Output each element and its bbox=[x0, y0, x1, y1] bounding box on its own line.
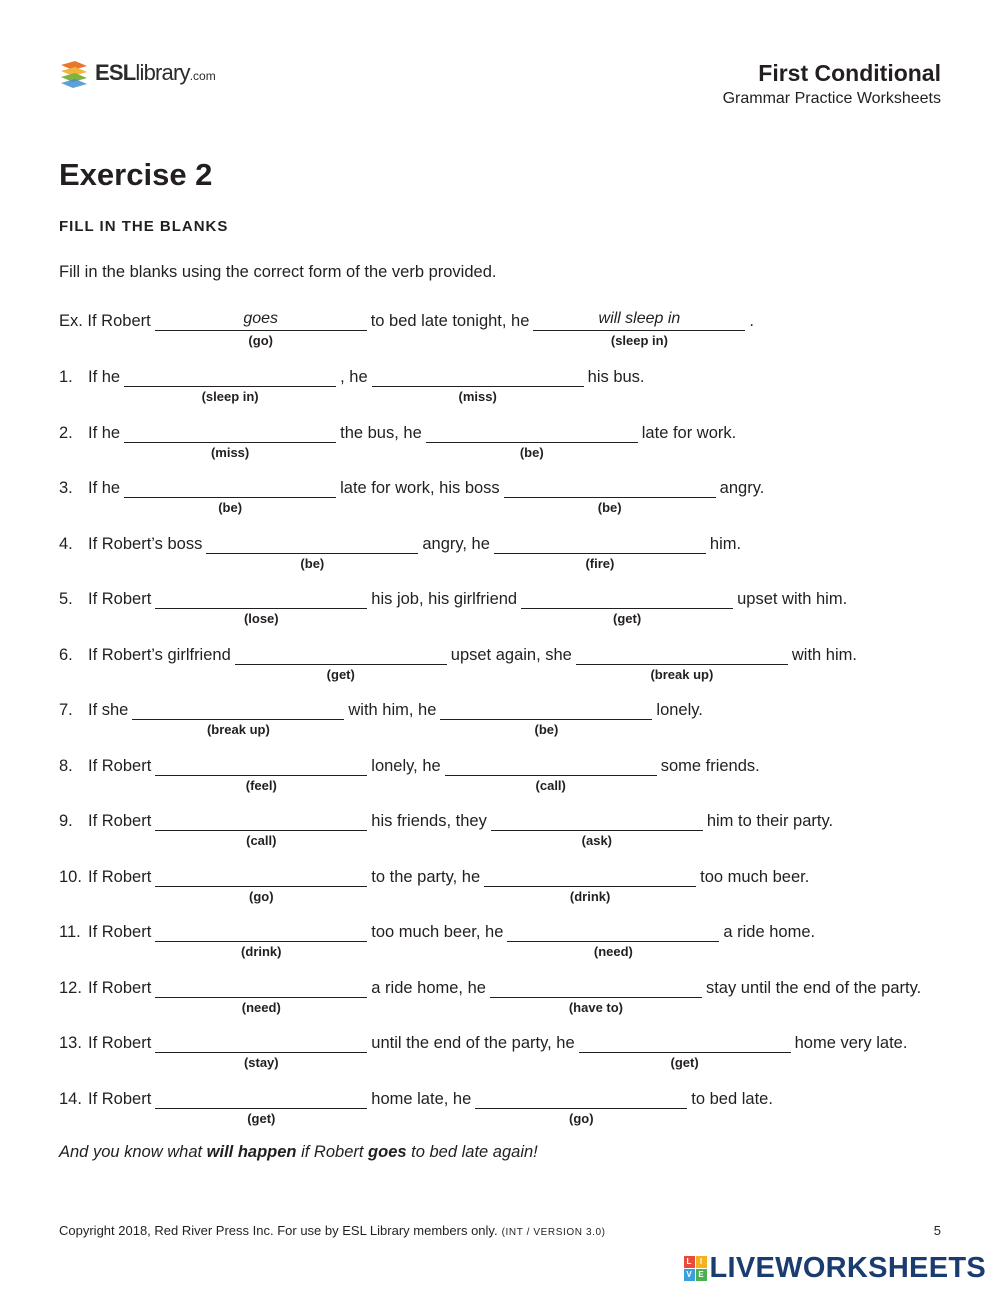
verb-hint-2: (be) bbox=[597, 500, 622, 515]
verb-hint-1: (miss) bbox=[210, 445, 250, 460]
answer-blank-1[interactable] bbox=[124, 477, 336, 515]
verb-hint-1: (get) bbox=[326, 667, 355, 682]
example-sentence bbox=[59, 310, 755, 348]
worksheet-header bbox=[723, 60, 941, 108]
answer-blank-2[interactable] bbox=[504, 477, 716, 515]
item-text-start: If he bbox=[88, 368, 121, 386]
answer-blank-2[interactable] bbox=[490, 977, 702, 1015]
example-hint-1: (go) bbox=[248, 333, 273, 348]
item-text-start: If Robert bbox=[88, 923, 152, 941]
item-number: 7. bbox=[59, 701, 73, 719]
item-number: 6. bbox=[59, 646, 73, 664]
exercise-item bbox=[59, 810, 834, 848]
item-text-middle: his friends, they bbox=[371, 812, 487, 830]
answer-blank-2[interactable] bbox=[475, 1088, 687, 1126]
item-number: 1. bbox=[59, 368, 73, 386]
exercise-item bbox=[59, 755, 760, 793]
example-answer-2: will sleep in bbox=[598, 310, 681, 327]
item-text-start: If she bbox=[88, 701, 129, 719]
example-middle: to bed late tonight, he bbox=[370, 312, 530, 330]
item-number: 3. bbox=[59, 479, 73, 497]
verb-hint-2: (get) bbox=[670, 1055, 699, 1070]
item-text-end: home very late. bbox=[794, 1034, 908, 1052]
exercise-item bbox=[59, 699, 703, 737]
version-label: (INT / VERSION 3.0) bbox=[501, 1227, 606, 1238]
verb-hint-1: (lose) bbox=[243, 611, 279, 626]
answer-blank-1[interactable] bbox=[155, 810, 367, 848]
verb-hint-2: (fire) bbox=[585, 556, 615, 571]
answer-blank-2[interactable] bbox=[445, 755, 657, 793]
exercise-instruction: Fill in the blanks using the correct form of the verb provided. bbox=[59, 263, 497, 281]
item-text-end: some friends. bbox=[660, 757, 760, 775]
verb-hint-2: (go) bbox=[568, 1111, 594, 1126]
liveworksheets-logo-icon bbox=[684, 1256, 707, 1281]
example-answer-1: goes bbox=[243, 310, 279, 327]
item-text-end: his bus. bbox=[587, 368, 645, 386]
verb-hint-2: (call) bbox=[535, 778, 566, 793]
verb-hint-1: (stay) bbox=[243, 1055, 279, 1070]
closing-sentence: And you know what will happen if Robert goes to bed late again! bbox=[59, 1143, 538, 1161]
item-text-middle: with him, he bbox=[348, 701, 437, 719]
verb-hint-2: (ask) bbox=[581, 833, 613, 848]
answer-blank-1[interactable] bbox=[155, 1032, 367, 1070]
verb-hint-2: (break up) bbox=[650, 667, 714, 682]
item-number: 4. bbox=[59, 535, 73, 553]
verb-hint-1: (be) bbox=[300, 556, 325, 571]
item-text-middle: , he bbox=[340, 368, 368, 386]
item-text-middle: his job, his girlfriend bbox=[371, 590, 518, 608]
verb-hint-1: (go) bbox=[249, 889, 274, 904]
exercise-item bbox=[59, 533, 742, 571]
item-text-end: lonely. bbox=[656, 701, 703, 719]
answer-blank-1[interactable] bbox=[124, 422, 336, 460]
exercise-title: Exercise 2 bbox=[59, 157, 213, 192]
answer-blank-1[interactable] bbox=[155, 977, 367, 1015]
item-text-end: him. bbox=[709, 535, 742, 553]
item-number: 11. bbox=[59, 923, 81, 941]
worksheet-title: First Conditional bbox=[758, 60, 941, 86]
item-text-start: If he bbox=[88, 424, 121, 442]
verb-hint-1: (drink) bbox=[241, 944, 282, 959]
verb-hint-2: (have to) bbox=[568, 1000, 624, 1015]
exercise-item bbox=[59, 1032, 908, 1070]
item-text-end: angry. bbox=[719, 479, 765, 497]
answer-blank-2[interactable] bbox=[579, 1032, 791, 1070]
answer-blank-1[interactable] bbox=[124, 366, 336, 404]
answer-blank-1[interactable] bbox=[206, 533, 418, 571]
answer-blank-2[interactable] bbox=[491, 810, 703, 848]
item-number: 14. bbox=[59, 1090, 82, 1108]
item-text-start: If Robert bbox=[88, 590, 152, 608]
verb-hint-1: (need) bbox=[241, 1000, 281, 1015]
item-number: 8. bbox=[59, 757, 73, 775]
example-prefix: Ex. If Robert bbox=[59, 312, 151, 330]
item-number: 10. bbox=[59, 868, 82, 886]
item-text-start: If Robert bbox=[88, 868, 152, 886]
item-number: 12. bbox=[59, 979, 82, 997]
item-text-middle: home late, he bbox=[371, 1090, 472, 1108]
liveworksheets-icon-tile: I bbox=[696, 1256, 707, 1268]
liveworksheets-icon-tile: V bbox=[684, 1269, 695, 1281]
liveworksheets-watermark bbox=[684, 1252, 987, 1285]
logo-wordmark: ESLlibrary.com bbox=[95, 60, 216, 85]
item-number: 13. bbox=[59, 1034, 82, 1052]
exercise-item bbox=[59, 588, 848, 626]
answer-blank-2[interactable] bbox=[507, 921, 719, 959]
item-text-end: to bed late. bbox=[691, 1090, 773, 1108]
worksheet-subtitle: Grammar Practice Worksheets bbox=[722, 89, 941, 107]
answer-blank-2[interactable] bbox=[494, 533, 706, 571]
answer-blank-2[interactable] bbox=[372, 366, 584, 404]
example-blank-1 bbox=[155, 310, 367, 348]
answer-blank-2[interactable] bbox=[484, 866, 696, 904]
verb-hint-1: (call) bbox=[246, 833, 277, 848]
copyright-notice: Copyright 2018, Red River Press Inc. For use by ESL Library members only. (INT / VERSION 3.0) bbox=[59, 1223, 606, 1238]
exercise-item bbox=[59, 422, 737, 460]
item-text-start: If Robert bbox=[88, 757, 152, 775]
verb-hint-1: (break up) bbox=[206, 722, 270, 737]
item-text-middle: upset again, she bbox=[450, 646, 572, 664]
item-text-end: stay until the end of the party. bbox=[705, 979, 922, 997]
item-text-middle: late for work, his boss bbox=[340, 479, 500, 497]
exercise-item bbox=[59, 644, 857, 682]
item-text-start: If Robert bbox=[88, 1090, 152, 1108]
item-number: 5. bbox=[59, 590, 73, 608]
item-text-middle: to the party, he bbox=[371, 868, 481, 886]
item-text-middle: angry, he bbox=[422, 535, 490, 553]
item-text-end: upset with him. bbox=[737, 590, 848, 608]
item-number: 2. bbox=[59, 424, 73, 442]
item-text-start: If Robert bbox=[88, 979, 152, 997]
exercise-item bbox=[59, 977, 922, 1015]
answer-blank-1[interactable] bbox=[155, 866, 367, 904]
answer-blank-1[interactable] bbox=[155, 921, 367, 959]
verb-hint-1: (sleep in) bbox=[201, 389, 259, 404]
exercise-subtitle: FILL IN THE BLANKS bbox=[59, 218, 229, 235]
item-text-end: with him. bbox=[791, 646, 857, 664]
exercise-item bbox=[59, 866, 810, 904]
answer-blank-1[interactable] bbox=[155, 588, 367, 626]
example-hint-2: (sleep in) bbox=[610, 333, 668, 348]
page-number: 5 bbox=[933, 1223, 941, 1238]
verb-hint-1: (feel) bbox=[245, 778, 277, 793]
verb-hint-2: (drink) bbox=[569, 889, 611, 904]
answer-blank-2[interactable] bbox=[521, 588, 733, 626]
book-stack-icon bbox=[59, 58, 89, 88]
item-text-start: If Robert’s boss bbox=[88, 535, 203, 553]
item-text-end: a ride home. bbox=[723, 923, 816, 941]
liveworksheets-icon-tile: L bbox=[684, 1256, 695, 1268]
esl-library-logo bbox=[59, 58, 216, 88]
item-text-start: If Robert bbox=[88, 1034, 152, 1052]
answer-blank-1[interactable] bbox=[132, 699, 344, 737]
item-text-start: If Robert’s girlfriend bbox=[88, 646, 231, 664]
item-text-middle: the bus, he bbox=[340, 424, 422, 442]
item-number: 9. bbox=[59, 812, 73, 830]
exercise-item bbox=[59, 477, 765, 515]
verb-hint-2: (be) bbox=[519, 445, 544, 460]
answer-blank-2[interactable] bbox=[576, 644, 788, 682]
liveworksheets-icon-tile: E bbox=[696, 1269, 707, 1281]
liveworksheets-text: LIVEWORKSHEETS bbox=[709, 1252, 986, 1284]
answer-blank-1[interactable] bbox=[235, 644, 447, 682]
item-text-middle: lonely, he bbox=[371, 757, 441, 775]
verb-hint-2: (need) bbox=[593, 944, 633, 959]
answer-blank-2[interactable] bbox=[440, 699, 652, 737]
verb-hint-1: (be) bbox=[218, 500, 243, 515]
verb-hint-2: (be) bbox=[534, 722, 559, 737]
exercise-item bbox=[59, 1088, 773, 1126]
answer-blank-1[interactable] bbox=[155, 1088, 367, 1126]
item-text-start: If he bbox=[88, 479, 121, 497]
item-text-end: too much beer. bbox=[700, 868, 810, 886]
example-end: . bbox=[749, 312, 755, 330]
item-text-middle: a ride home, he bbox=[371, 979, 486, 997]
item-text-end: him to their party. bbox=[706, 812, 834, 830]
answer-blank-2[interactable] bbox=[426, 422, 638, 460]
verb-hint-2: (miss) bbox=[458, 389, 497, 404]
exercise-item bbox=[59, 921, 816, 959]
verb-hint-2: (get) bbox=[613, 611, 642, 626]
item-text-start: If Robert bbox=[88, 812, 152, 830]
exercise-item bbox=[59, 366, 645, 404]
verb-hint-1: (get) bbox=[247, 1111, 276, 1126]
item-text-middle: too much beer, he bbox=[371, 923, 504, 941]
answer-blank-1[interactable] bbox=[155, 755, 367, 793]
item-text-end: late for work. bbox=[641, 424, 737, 442]
item-text-middle: until the end of the party, he bbox=[371, 1034, 575, 1052]
example-blank-2 bbox=[533, 310, 745, 348]
